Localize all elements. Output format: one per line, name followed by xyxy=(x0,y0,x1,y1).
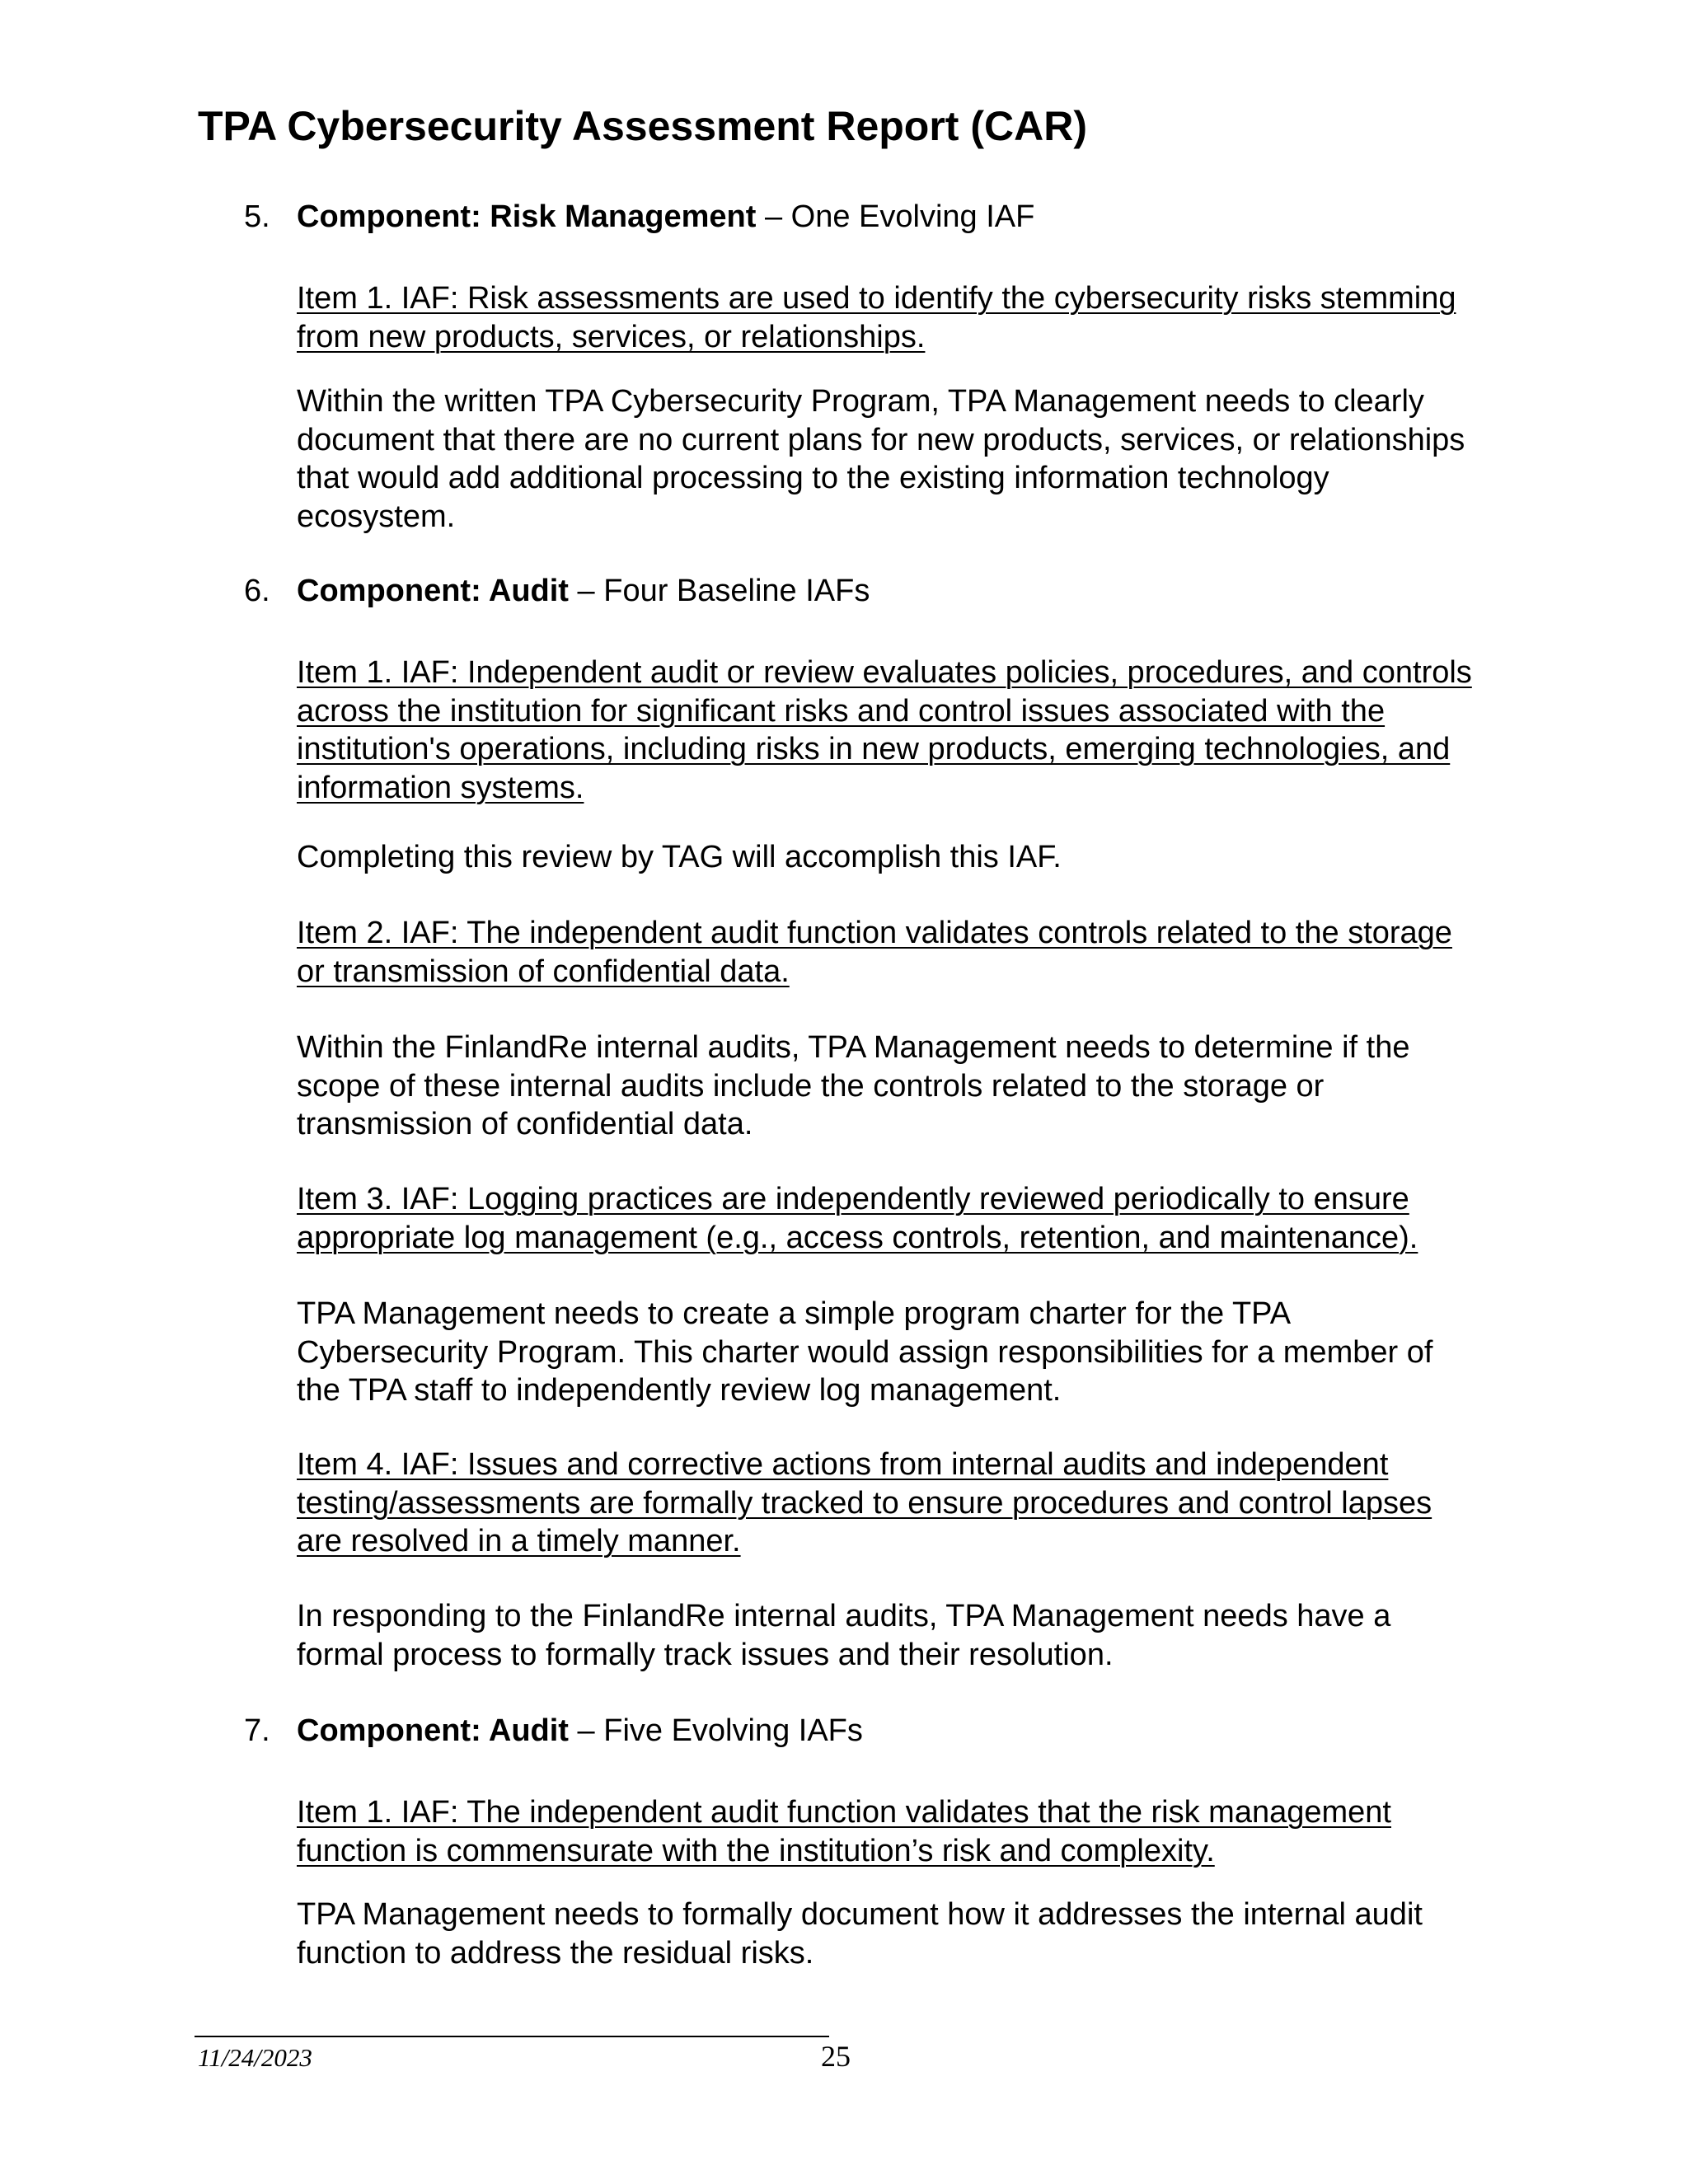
section-6-item-4-body: In responding to the FinlandRe internal audits, TPA Management needs have a formal process to formally track issues and their resolution. xyxy=(297,1599,1391,1672)
section-6-item-3-body: TPA Management needs to create a simple program charter for the TPA Cybersecurity Program. This charter would assign responsibilities for a member of the TPA staff to independently review log management. xyxy=(297,1296,1433,1408)
section-6-item-2-heading: Item 2. IAF: The independent audit function validates controls related to the storage or transmission of confidential data. xyxy=(297,916,1452,989)
section-6-item-4-heading: Item 4. IAF: Issues and corrective actions from internal audits and independent testing/assessments are formally tracked to ensure procedures and control lapses are resolved in a timely manner. xyxy=(297,1447,1432,1558)
section-number: 7. xyxy=(244,1713,270,1748)
heading-dash: – xyxy=(577,574,595,608)
component-label: Component: Risk Management xyxy=(297,199,757,234)
footer-rule xyxy=(195,2036,829,2037)
section-6-item-2-body: Within the FinlandRe internal audits, TPA Management needs to determine if the scope of these internal audits include the controls related to the storage or transmission of confidential data. xyxy=(297,1030,1410,1141)
section-5-heading xyxy=(244,198,1480,236)
page-title: TPA Cybersecurity Assessment Report (CAR) xyxy=(198,103,1087,149)
section-5-item-1-heading: Item 1. IAF: Risk assessments are used to identify the cybersecurity risks stemming from new products, services, or relationships. xyxy=(297,281,1456,354)
section-6-heading xyxy=(244,572,1480,610)
section-number: 6. xyxy=(244,574,270,608)
page-number: 25 xyxy=(821,2040,851,2073)
section-6-item-1-heading: Item 1. IAF: Independent audit or review evaluates policies, procedures, and controls across the institution for significant risks and control issues associated with the institution's operations, including risks in new products, emerging technologies, and information systems. xyxy=(297,655,1472,805)
section-7-item-1-body: TPA Management needs to formally document how it addresses the internal audit function to address the residual risks. xyxy=(297,1897,1423,1971)
section-6-item-3-heading: Item 3. IAF: Logging practices are independently reviewed periodically to ensure appropriate log management (e.g., access controls, retention, and maintenance). xyxy=(297,1182,1418,1255)
section-7-item-1-heading: Item 1. IAF: The independent audit function validates that the risk management function is commensurate with the institution’s risk and complexity. xyxy=(297,1795,1391,1868)
component-subtitle: One Evolving IAF xyxy=(790,199,1035,234)
component-label: Component: Audit xyxy=(297,1713,569,1748)
heading-dash: – xyxy=(577,1713,595,1748)
component-label: Component: Audit xyxy=(297,574,569,608)
heading-dash: – xyxy=(764,199,783,234)
section-5-item-1-body: Within the written TPA Cybersecurity Program, TPA Management needs to clearly document that there are no current plans for new products, services, or relationships that would add additional processing to the existing information technology ecosystem. xyxy=(297,384,1465,534)
section-6-item-1-body: Completing this review by TAG will accomplish this IAF. xyxy=(297,840,1062,874)
component-subtitle: Four Baseline IAFs xyxy=(603,574,870,608)
section-7-heading xyxy=(244,1712,1480,1750)
footer-date: 11/24/2023 xyxy=(198,2043,312,2072)
component-subtitle: Five Evolving IAFs xyxy=(603,1713,863,1748)
section-number: 5. xyxy=(244,199,270,234)
